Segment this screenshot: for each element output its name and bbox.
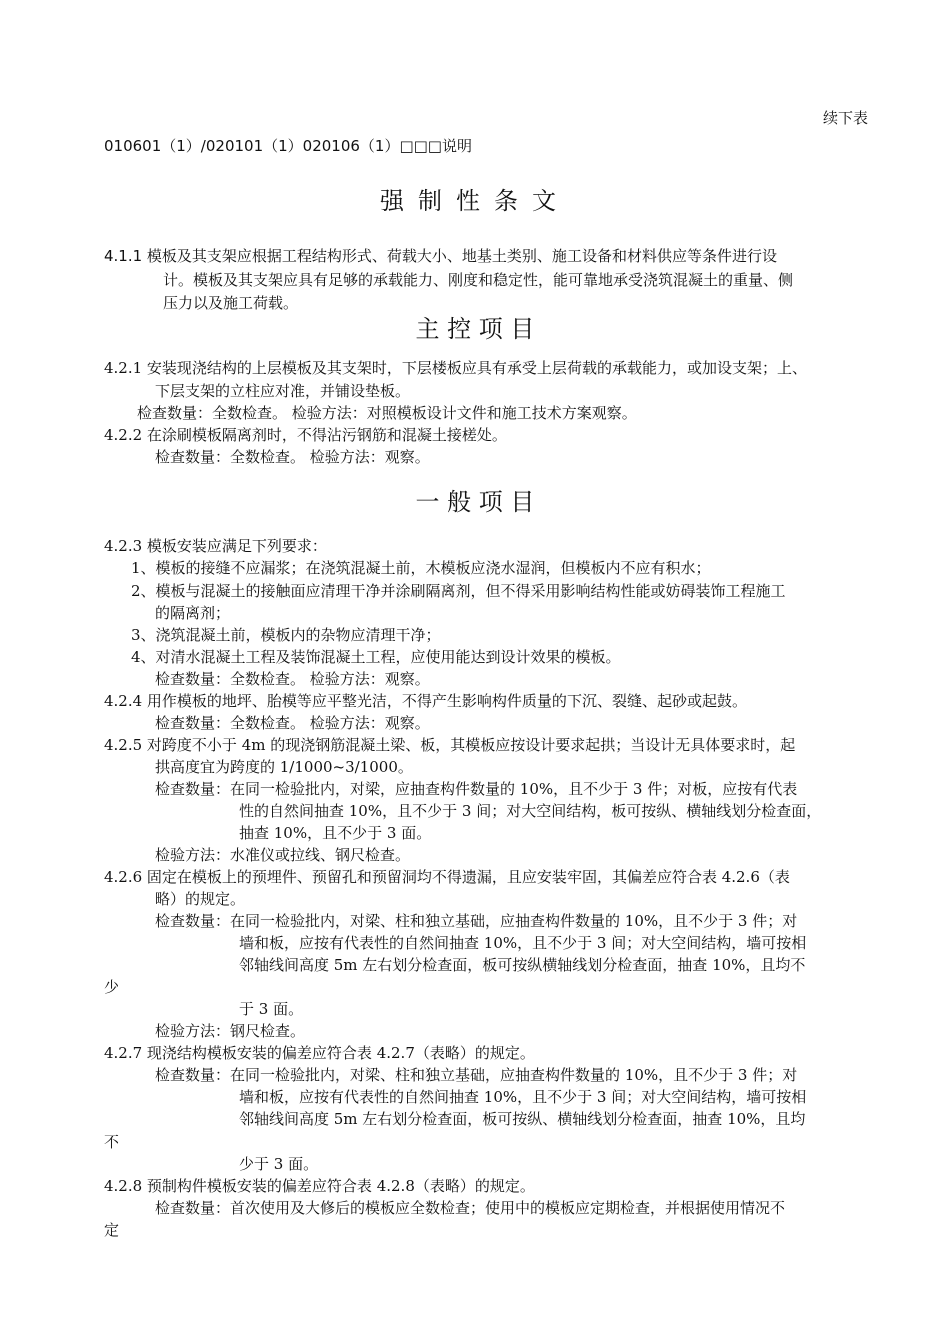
clause-4-2-8-wrap: 定 xyxy=(104,1221,120,1239)
clause-4-2-6-check3: 邻轴线间高度 5m 左右划分检查面，板可按纵横轴线划分检查面，抽查 10%，且均不 xyxy=(239,956,806,974)
clause-4-2-7-check4: 少于 3 面。 xyxy=(239,1155,319,1173)
clause-4-2-7-wrap: 不 xyxy=(104,1133,120,1151)
clause-4-1-1-line3: 压力以及施工荷载。 xyxy=(163,294,299,312)
clause-4-2-7-line1: 4.2.7 现浇结构模板安装的偏差应符合表 4.2.7（表略）的规定。 xyxy=(104,1044,535,1062)
clause-4-2-5-check1: 检查数量：在同一检验批内，对梁，应抽查构件数量的 10%，且不少于 3 件；对板，应按有代表 xyxy=(155,780,798,798)
continued-label: 续下表 xyxy=(822,109,868,127)
clause-4-2-5-check3: 抽查 10%，且不少于 3 面。 xyxy=(239,824,432,842)
list-item: 4、对清水混凝土工程及装饰混凝土工程，应使用能达到设计效果的模板。 xyxy=(131,648,621,666)
clause-4-2-7-check2: 墙和板，应按有代表性的自然间抽查 10%，且不少于 3 间；对大空间结构，墙可按相 xyxy=(239,1088,807,1106)
clause-4-2-6-check2: 墙和板，应按有代表性的自然间抽查 10%，且不少于 3 间；对大空间结构，墙可按相 xyxy=(239,934,807,952)
clause-4-2-6-method: 检验方法：钢尺检查。 xyxy=(155,1022,306,1040)
clause-4-2-5-line2: 拱高度宜为跨度的 1/1000~3/1000。 xyxy=(155,758,413,776)
code-line: 010601（1）/020101（1）020106（1）□□□说明 xyxy=(104,137,472,155)
list-item: 3、浇筑混凝土前，模板内的杂物应清理干净； xyxy=(131,626,441,644)
clause-4-2-6-line1: 4.2.6 固定在模板上的预埋件、预留孔和预留洞均不得遗漏，且应安装牢固，其偏差应符合表 4.2.6（表 xyxy=(104,868,790,886)
clause-4-2-1-line1: 4.2.1 安装现浇结构的上层模板及其支架时，下层楼板应具有承受上层荷载的承载能力，或加设支架；上、 xyxy=(104,359,807,377)
list-item: 2、模板与混凝土的接触面应清理干净并涂刷隔离剂，但不得采用影响结构性能或妨碍装饰工程施工 xyxy=(131,582,786,600)
list-item: 1、模板的接缝不应漏浆；在浇筑混凝土前，木模板应浇水湿润，但模板内不应有积水； xyxy=(131,559,711,577)
clause-4-2-3-line1: 4.2.3 模板安装应满足下列要求： xyxy=(104,537,327,555)
clause-4-1-1-line1: 4.1.1 模板及其支架应根据工程结构形式、荷载大小、地基土类别、施工设备和材料供应等条件进行设 xyxy=(104,247,777,265)
clause-4-2-5-check2: 性的自然间抽查 10%，且不少于 3 间；对大空间结构，板可按纵、横轴线划分检查面， xyxy=(239,802,822,820)
clause-4-2-7-check1: 检查数量：在同一检验批内，对梁、柱和独立基础，应抽查构件数量的 10%，且不少于 3 件；对 xyxy=(155,1066,798,1084)
clause-4-2-6-line2: 略）的规定。 xyxy=(155,890,246,908)
clause-4-2-1-check: 检查数量：全数检查。 检验方法：对照模板设计文件和施工技术方案观察。 xyxy=(137,404,637,422)
clause-4-2-6-check4: 于 3 面。 xyxy=(239,1000,304,1018)
clause-4-2-1-line2: 下层支架的立柱应对准，并铺设垫板。 xyxy=(155,382,411,400)
main-items-title: 主 控 项 目 xyxy=(415,315,535,343)
clause-4-2-3-check: 检查数量：全数检查。 检验方法：观察。 xyxy=(155,670,430,688)
clause-4-2-7-check3: 邻轴线间高度 5m 左右划分检查面，板可按纵、横轴线划分检查面，抽查 10%，且均 xyxy=(239,1110,806,1128)
clause-4-2-8-check1: 检查数量：首次使用及大修后的模板应全数检查；使用中的模板应定期检查，并根据使用情况不 xyxy=(155,1199,786,1217)
clause-4-2-2-check: 检查数量：全数检查。 检验方法：观察。 xyxy=(155,448,430,466)
clause-4-2-4-line1: 4.2.4 用作模板的地坪、胎模等应平整光洁，不得产生影响构件质量的下沉、裂缝、起砂或起鼓。 xyxy=(104,692,747,710)
clause-4-2-6-check1: 检查数量：在同一检验批内，对梁、柱和独立基础，应抽查构件数量的 10%，且不少于 3 件；对 xyxy=(155,912,798,930)
clause-4-2-6-wrap: 少 xyxy=(104,978,120,996)
clause-4-2-4-check: 检查数量：全数检查。 检验方法：观察。 xyxy=(155,714,430,732)
clause-4-2-8-line1: 4.2.8 预制构件模板安装的偏差应符合表 4.2.8（表略）的规定。 xyxy=(104,1177,535,1195)
mandatory-title: 强制性条文 xyxy=(380,187,570,215)
general-items-title: 一 般 项 目 xyxy=(415,488,535,516)
list-item-cont: 的隔离剂； xyxy=(155,604,231,622)
clause-4-2-5-line1: 4.2.5 对跨度不小于 4m 的现浇钢筋混凝土梁、板，其模板应按设计要求起拱；当设计无具体要求时，起 xyxy=(104,736,796,754)
clause-4-2-5-method: 检验方法：水准仪或拉线、钢尺检查。 xyxy=(155,846,411,864)
clause-4-1-1-line2: 计。模板及其支架应具有足够的承载能力、刚度和稳定性，能可靠地承受浇筑混凝土的重量、侧 xyxy=(163,271,794,289)
clause-4-2-2-line1: 4.2.2 在涂刷模板隔离剂时，不得沾污钢筋和混凝土接槎处。 xyxy=(104,426,507,444)
